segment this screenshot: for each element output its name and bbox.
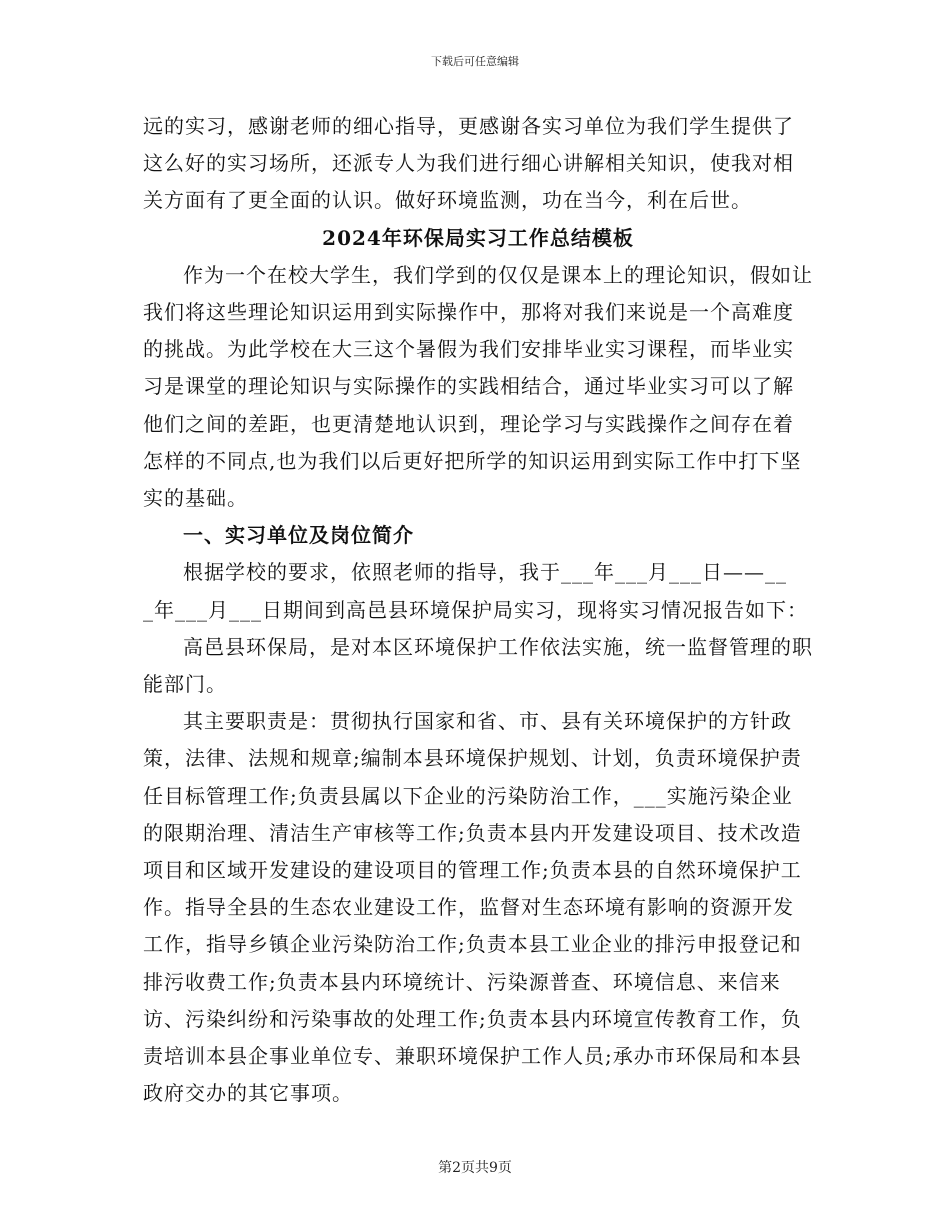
paragraph-continuation: 远的实习，感谢老师的细心指导，更感谢各实习单位为我们学生提供了这么好的实习场所，还派专人为我们进行细心讲解相关知识，使我对相关方面有了更全面的认识。做好环境监测，功在当今，利在后世。 xyxy=(143,114,794,213)
page-header: 下载后可任意编辑 xyxy=(431,55,519,68)
paragraph-internship-dates-line2: _年___月___日期间到高邑县环境保护局实习，现将实习情况报告如下： xyxy=(143,597,808,622)
document-body xyxy=(143,108,813,1112)
page-footer: 第2页共9页 xyxy=(438,1160,512,1176)
paragraph-internship-dates-line1: 根据学校的要求，依照老师的指导，我于___年___月___日——__ xyxy=(183,560,787,585)
document-title: 2024年环保局实习工作总结模板 xyxy=(322,225,634,250)
paragraph-bureau-description: 高邑县环保局，是对本区环境保护工作依法实施，统一监督管理的职能部门。 xyxy=(143,634,813,697)
paragraph-main-duties: 其主要职责是：贯彻执行国家和省、市、县有关环境保护的方针政策，法律、法规和规章;编制本县环境保护规划、计划，负责环境保护责任目标管理工作;负责县属以下企业的污染防治工作，___实施污染企业的限期治理、清洁生产审核等工作;负责本县内开发建设项目、技术改造项目和区域开发建设的建设项目的管理工作;负责本县的自然环境保护工作。指导全县的生态农业建设工作，监督对生态环境有影响的资源开发工作，指导乡镇企业污染防治工作;负责本县工业企业的排污申报登记和排污收费工作;负责本县内环境统计、污染源普查、环境信息、来信来访、污染纠纷和污染事故的处理工作;负责本县内环境宣传教育工作，负责培训本县企事业单位专、兼职环境保护工作人员;承办市环保局和本县政府交办的其它事项。 xyxy=(143,709,802,1106)
section-heading-1: 一、实习单位及岗位简介 xyxy=(183,523,414,548)
paragraph-intro: 作为一个在校大学生，我们学到的仅仅是课本上的理论知识，假如让我们将这些理论知识运用到实际操作中，那将对我们来说是一个高难度的挑战。为此学校在大三这个暑假为我们安排毕业实习课程，而毕业实习是课堂的理论知识与实际操作的实践相结合，通过毕业实习可以了解他们之间的差距，也更清楚地认识到，理论学习与实践操作之间存在着怎样的不同点,也为我们以后更好把所学的知识运用到实际工作中打下坚实的基础。 xyxy=(143,262,813,511)
